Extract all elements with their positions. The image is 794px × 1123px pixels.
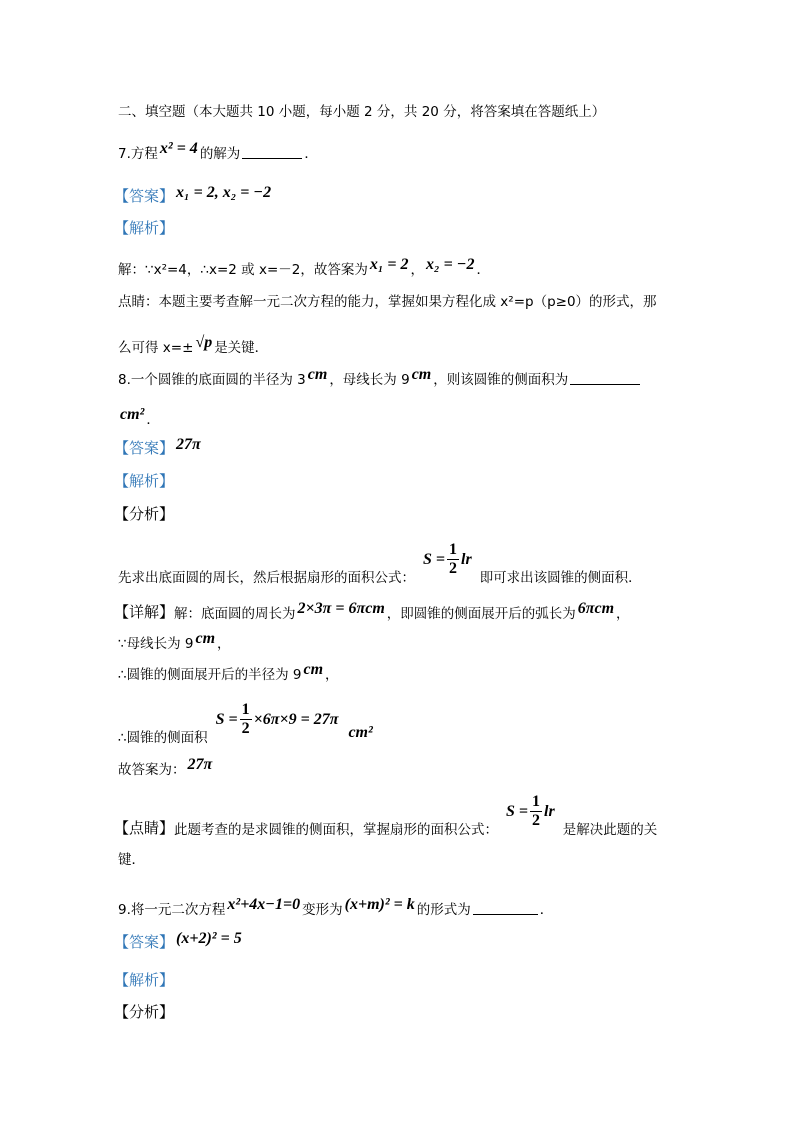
formula-lhs: S = bbox=[215, 710, 238, 728]
body-text: ，母线长为 9 bbox=[329, 372, 410, 388]
text-line bbox=[118, 756, 214, 778]
body-text: 故答案为： bbox=[118, 762, 186, 778]
math-expression: 6πcm bbox=[577, 600, 615, 617]
body-text: 8.一个圆锥的底面圆的半径为 3 bbox=[118, 372, 306, 388]
answer-blank bbox=[473, 914, 538, 915]
formula-rhs: lr bbox=[461, 550, 472, 568]
formula-lhs: S = bbox=[506, 802, 529, 820]
section-label: 【点睛】 bbox=[114, 819, 175, 837]
section-label: 【解析】 bbox=[114, 971, 175, 989]
text-line bbox=[114, 968, 175, 990]
math-expression: (x+2)² = 5 bbox=[176, 930, 242, 947]
body-text: 解：∵x²=4，∴x=2 或 x=－2，故答案为 bbox=[118, 262, 368, 278]
body-text: ． bbox=[476, 262, 490, 278]
body-text: 变形为 bbox=[302, 902, 343, 918]
section-label: 【分析】 bbox=[114, 505, 175, 523]
body-text: ． bbox=[539, 902, 554, 918]
numerator: 1 bbox=[532, 793, 541, 810]
math-expression: x₁ = 2, x₂ = −2 bbox=[176, 184, 272, 201]
math-expression: 27π bbox=[176, 436, 201, 453]
math-expression: (x+m)² = k bbox=[344, 896, 415, 913]
text-line bbox=[118, 701, 375, 746]
math-expression: x² = 4 bbox=[159, 140, 198, 157]
body-text: 7.方程 bbox=[118, 146, 158, 162]
fraction-formula bbox=[216, 701, 339, 738]
text-line bbox=[114, 930, 244, 952]
section-label: 【详解】 bbox=[114, 603, 175, 621]
math-expression: x₁ = 2 bbox=[369, 256, 409, 273]
math-expression: cm² bbox=[348, 724, 373, 741]
section-label: 【答案】 bbox=[114, 439, 175, 457]
math-expression: 2×3π = 6πcm bbox=[297, 600, 385, 617]
body-text: ∴圆锥的侧面积 bbox=[118, 730, 208, 746]
math-expression: cm bbox=[195, 630, 216, 647]
math-expression: x₂ = −2 bbox=[426, 256, 475, 273]
section-label: 【解析】 bbox=[114, 472, 175, 490]
body-text: ． bbox=[146, 412, 160, 428]
fraction-formula bbox=[423, 541, 472, 578]
body-text: 解：底面圆的周长为 bbox=[174, 606, 296, 622]
text-line bbox=[114, 436, 203, 458]
text-line bbox=[118, 256, 490, 278]
text-line bbox=[114, 469, 175, 491]
body-text: 即可求出该圆锥的侧面积． bbox=[479, 570, 642, 586]
text-line bbox=[118, 661, 339, 683]
body-text: 键． bbox=[118, 852, 145, 868]
body-text: ， bbox=[410, 262, 425, 278]
body-text: ∵母线长为 9 bbox=[118, 636, 194, 652]
denominator: 2 bbox=[449, 560, 458, 577]
math-expression: 27π bbox=[187, 756, 213, 773]
body-text: 的解为 bbox=[199, 146, 241, 162]
fraction bbox=[240, 701, 252, 738]
math-expression: x²+4x−1=0 bbox=[227, 896, 301, 913]
math-expression: cm bbox=[303, 661, 324, 678]
body-text: ， bbox=[217, 636, 231, 652]
body-text: ，即圆锥的侧面展开后的弧长为 bbox=[386, 606, 576, 622]
body-text: 的形式为 bbox=[416, 902, 471, 918]
text-line bbox=[114, 600, 630, 622]
section-label: 【分析】 bbox=[114, 1003, 175, 1021]
formula-lhs: S = bbox=[423, 550, 446, 568]
numerator: 1 bbox=[449, 541, 458, 558]
text-line bbox=[114, 793, 658, 838]
text-line bbox=[118, 846, 145, 868]
math-expression: √p bbox=[195, 334, 213, 351]
answer-blank bbox=[242, 158, 302, 159]
text-line bbox=[118, 896, 553, 918]
body-text: ，则该圆锥的侧面积为 bbox=[433, 372, 569, 388]
body-text: 是关键． bbox=[214, 340, 269, 356]
math-expression: cm² bbox=[120, 406, 145, 423]
text-line bbox=[114, 184, 273, 206]
fraction bbox=[447, 541, 459, 578]
body-text: 是解决此题的关 bbox=[562, 822, 658, 838]
answer-blank bbox=[570, 384, 640, 385]
body-text: 此题考查的是求圆锥的侧面积，掌握扇形的面积公式： bbox=[174, 822, 499, 838]
denominator: 2 bbox=[532, 812, 541, 829]
text-line bbox=[118, 288, 657, 310]
text-line bbox=[118, 406, 160, 428]
text-line bbox=[114, 1000, 175, 1022]
text-line bbox=[118, 140, 318, 162]
text-line bbox=[118, 630, 231, 652]
body-text: ， bbox=[616, 606, 630, 622]
section-label: 【解析】 bbox=[114, 219, 175, 237]
body-text: ． bbox=[304, 146, 318, 162]
denominator: 2 bbox=[241, 720, 250, 737]
text-line bbox=[118, 334, 268, 356]
fraction bbox=[530, 793, 542, 830]
text-line bbox=[118, 541, 642, 586]
text-line bbox=[118, 366, 642, 388]
body-text: 么可得 x=± bbox=[118, 340, 194, 356]
body-text: ∴圆锥的侧面展开后的半径为 9 bbox=[118, 667, 302, 683]
section-label: 【答案】 bbox=[114, 187, 175, 205]
text-line bbox=[114, 502, 175, 524]
body-text: 二、填空题（本大题共 10 小题，每小题 2 分，共 20 分，将答案填在答题纸上） bbox=[118, 104, 606, 120]
body-text: 先求出底面圆的周长，然后根据扇形的面积公式： bbox=[118, 570, 415, 586]
numerator: 1 bbox=[241, 701, 250, 718]
fraction-formula bbox=[506, 793, 555, 830]
text-line bbox=[114, 216, 175, 238]
formula-rhs: lr bbox=[544, 802, 555, 820]
math-expression: cm bbox=[411, 366, 432, 383]
body-text: 9.将一元二次方程 bbox=[118, 902, 226, 918]
math-expression: cm bbox=[307, 366, 328, 383]
body-text: 点睛：本题主要考查解一元二次方程的能力，掌握如果方程化成 x²=p（p≥0）的形式，那 bbox=[118, 294, 657, 310]
body-text: ， bbox=[325, 667, 339, 683]
section-label: 【答案】 bbox=[114, 933, 175, 951]
text-line bbox=[118, 98, 605, 120]
formula-rhs: ×6π×9 = 27π bbox=[253, 710, 339, 728]
